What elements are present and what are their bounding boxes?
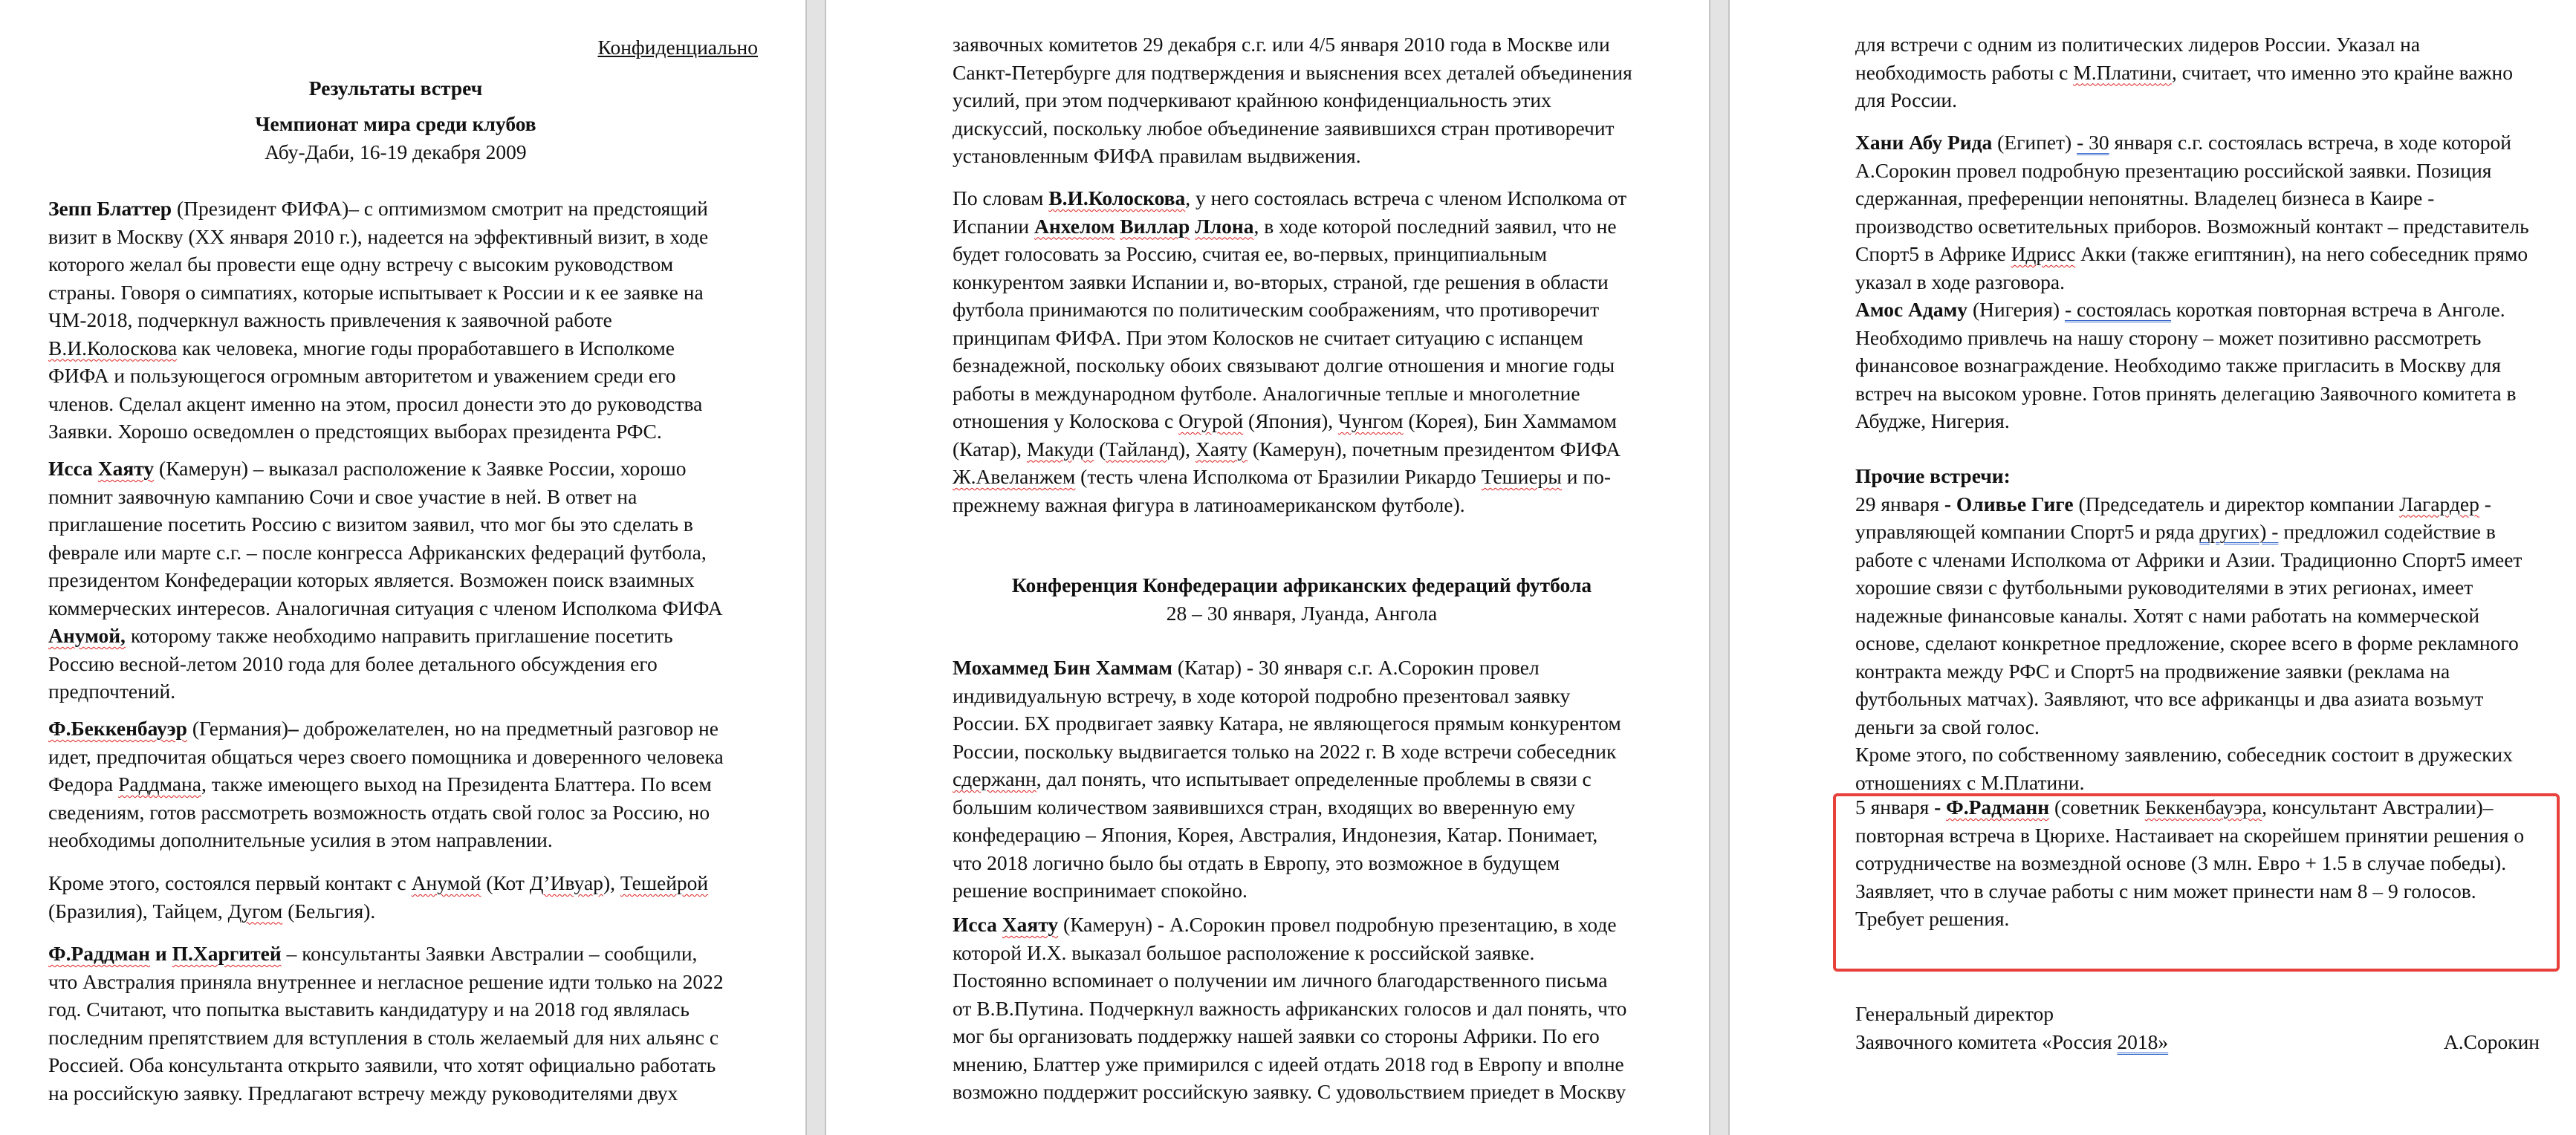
- text-line: [48, 1051, 743, 1079]
- text-run: Генеральный директор: [1855, 1002, 2054, 1025]
- spellcheck-word: Ф.Раддман: [48, 942, 151, 965]
- text-run: Заявляет, что в случае работы с ним может принести нам 8 – 9 голосов.: [1855, 879, 2476, 903]
- text-block: [953, 654, 1651, 905]
- text-run: Акки (также египтянин), на него собеседник прямо: [2075, 242, 2528, 265]
- text-line: [48, 1079, 743, 1108]
- text-line: [1855, 30, 2539, 59]
- page-gutter: [805, 0, 826, 1135]
- text-run: установленным ФИФА правилам выдвижения.: [953, 144, 1361, 167]
- text-run: от В.В.Путина. Подчеркнул важность африканских голосов и дал понять, что: [953, 996, 1627, 1020]
- text-run: Испании: [953, 214, 1035, 238]
- text-run: идет, предпочитая общаться через своего помощника и доверенного человека: [48, 744, 724, 768]
- text-run: России, поскольку выдвигается только на 2022 г. В ходе встречи собеседник: [953, 739, 1617, 763]
- text-run: для встречи с одним из политических лидеров России. Указал на: [1855, 33, 2421, 56]
- spellcheck-word: М.Платини: [1981, 770, 2080, 794]
- text-line: [48, 677, 743, 706]
- text-run: Требует решения.: [1855, 907, 2010, 930]
- text-run: год. Считают, что попытка выставить кандидатуру и на 2018 год являлась: [48, 998, 690, 1021]
- text-run: А.Сорокин провел подробную презентацию российской заявки. Позиция: [1855, 158, 2492, 182]
- text-block: [48, 715, 743, 854]
- text-run: 5 января: [1855, 796, 1935, 819]
- text-line: [953, 654, 1651, 682]
- document-page-2: [826, 0, 1709, 1135]
- spellcheck-word: Анхелом: [1034, 214, 1115, 238]
- text-line: [953, 268, 1651, 296]
- text-block: [1855, 30, 2539, 114]
- text-line: [1855, 573, 2539, 602]
- text-line: [1855, 407, 2539, 435]
- text-run: предпочтений.: [48, 680, 176, 703]
- text-run: (Египет): [1992, 131, 2077, 154]
- text-run: (Президент ФИФА)– с оптимизмом смотрит на предстоящий: [172, 197, 708, 220]
- text-run: дискуссий, поскольку любое объединение заявившихся стран противоречит: [953, 116, 1615, 140]
- text-run: указал в ходе разговора.: [1855, 270, 2065, 293]
- text-line: [48, 869, 743, 897]
- text-block: [1855, 462, 2539, 796]
- text-line: [48, 940, 743, 968]
- text-line: [953, 114, 1651, 143]
- text-run: помнит заявочную кампанию Сочи и свое участие в ней. В ответ на: [48, 484, 637, 508]
- text-run: конкурентом заявки Испании и, во-вторых, страной, где решения в области: [953, 270, 1609, 293]
- text-run: отношениях с: [1855, 770, 1982, 794]
- text-block: [48, 455, 743, 706]
- text-run: страны. Говоря о симпатиях, которые испытывает к России и к ее заявке на: [48, 280, 704, 304]
- text-line: [953, 184, 1651, 212]
- text-run: , консультант Австралии)–: [2262, 796, 2494, 819]
- text-run: Россию весной-летом 2010 года для более детального обсуждения его: [48, 651, 658, 675]
- text-line: [953, 966, 1651, 995]
- spellcheck-word: Тешиеры: [1481, 465, 1562, 488]
- text-run: контракта между РФС и Спорт5 на продвижение заявки (реклама на: [1855, 659, 2450, 683]
- text-line: [48, 622, 743, 650]
- text-run: января с.г. состоялась встреча, в ходе которой: [2109, 131, 2511, 154]
- text-line: [953, 142, 1651, 170]
- text-line: [1855, 240, 2539, 268]
- text-line: [48, 74, 743, 103]
- text-line: [953, 86, 1651, 114]
- text-line: [1855, 59, 2539, 87]
- text-line: [1855, 212, 2539, 241]
- spellcheck-word: Огурой: [1178, 409, 1244, 432]
- text-line: [1855, 741, 2539, 769]
- text-line: [953, 793, 1651, 822]
- text-line: [953, 351, 1651, 380]
- text-run: (Камерун) - А.Сорокин провел подробную презентацию, в ходе: [1058, 913, 1617, 936]
- text-run: (Нигерия): [1967, 298, 2065, 321]
- spellcheck-word: Беккенбауэра: [2144, 796, 2262, 819]
- text-line: [1855, 296, 2539, 324]
- text-run: – консультанты Заявки Австралии – сообщили,: [281, 942, 698, 965]
- spellcheck-word: Тайланд: [1106, 437, 1178, 461]
- text-block: [48, 940, 743, 1107]
- text-run: -: [2479, 492, 2491, 516]
- spellcheck-word: Анумой,: [48, 624, 126, 647]
- text-line: [48, 110, 743, 138]
- grammar-flag: других) -: [2199, 520, 2279, 543]
- text-line: [48, 968, 743, 996]
- text-run: Чемпионат мира среди клубов: [255, 112, 536, 135]
- spellcheck-word: Лагардер: [2399, 492, 2479, 516]
- text-run: сдержанная, преференции непонятны. Владелец бизнеса в Каире -: [1855, 186, 2435, 209]
- text-line: [1855, 490, 2539, 518]
- text-run: большим количеством заявившихся стран, входящих во вверенную ему: [953, 795, 1575, 819]
- text-run: А.Сорокин: [2443, 1030, 2540, 1053]
- spellcheck-word: Д’Ивуар: [529, 871, 603, 894]
- text-run: , в ходе которой последний заявил, что не: [1253, 214, 1617, 238]
- text-run: .: [2079, 770, 2085, 794]
- text-run: (Катар),: [953, 437, 1027, 461]
- text-run: Абудже, Нигерия.: [1855, 409, 2010, 432]
- spellcheck-word: Анумой: [411, 871, 481, 894]
- text-run: принципам ФИФА. При этом Колосков не считает ситуацию с испанцем: [953, 325, 1583, 349]
- text-run: (Кот: [481, 871, 530, 894]
- text-block: [953, 911, 1651, 1106]
- text-run: надежные финансовые каналы. Хотят с нами работать на коммерческой: [1855, 603, 2480, 627]
- text-line: [953, 212, 1651, 241]
- text-run: (Камерун) – выказал расположение к Заявке России, хорошо: [154, 457, 687, 480]
- text-run: сотрудничестве на возмездной основе (3 млн. Евро + 1.5 в случае победы).: [1855, 851, 2507, 874]
- text-line: [48, 826, 743, 854]
- spellcheck-word: Тешейрой: [620, 871, 709, 894]
- text-line: [1855, 629, 2539, 657]
- text-run: , дал понять, что испытывает определенные проблемы в связи с: [1036, 767, 1592, 790]
- text-run: индивидуальную встречу, в ходе которой подробно презентовал заявку: [953, 683, 1571, 707]
- text-run: -: [1934, 796, 1947, 819]
- text-line: [953, 380, 1651, 408]
- text-run: - Оливье Гиге: [1944, 492, 2074, 516]
- text-block: [48, 110, 743, 166]
- spellcheck-word: Виллар: [1120, 214, 1190, 238]
- spellcheck-word: П.Харгитей: [172, 942, 282, 965]
- text-run: Конференция Конфедерации африканских федераций футбола: [1011, 573, 1592, 596]
- text-run: для России.: [1855, 88, 1958, 111]
- spellcheck-word: Хаяту: [1195, 437, 1248, 461]
- text-run: прежнему важная фигура в латиноамериканском футболе).: [953, 492, 1465, 516]
- text-line: [953, 30, 1651, 59]
- text-block: [953, 184, 1651, 518]
- text-line: [1855, 129, 2539, 157]
- text-run: футбольных матчах). Заявляют, что все африканцы и два азиата возьмут: [1855, 687, 2484, 710]
- text-line: [1855, 86, 2539, 114]
- spellcheck-word: Ж.Авеланжем: [953, 465, 1076, 488]
- text-line: [953, 877, 1651, 905]
- spellcheck-word: М.Платини: [2073, 60, 2172, 84]
- text-line: [1855, 849, 2539, 877]
- text-block: [48, 74, 743, 103]
- text-run: членов. Сделал акцент именно на этом, просил донести это до руководства: [48, 391, 703, 415]
- grammar-flag: 2018»: [2117, 1030, 2169, 1053]
- text-line: [953, 240, 1651, 268]
- text-run: , у него состоялась встреча с членом Исполкома от: [1185, 186, 1627, 209]
- text-line: [48, 566, 743, 594]
- text-run: (Председатель и директор компании: [2073, 492, 2400, 516]
- text-line: [1855, 793, 2539, 822]
- text-run: (Катар) - 30 января с.г. А.Сорокин провел: [1172, 656, 1540, 679]
- text-line: [48, 770, 743, 799]
- text-run: (: [1094, 437, 1106, 461]
- text-run: (Корея), Бин Хаммамом: [1403, 409, 1617, 432]
- text-line: [1855, 324, 2539, 352]
- text-block: [1855, 296, 2539, 435]
- text-line: [48, 455, 743, 483]
- spellcheck-word: Ф.Беккенбауэр: [48, 717, 187, 740]
- text-run: , также имеющего выход на Президента Блаттера. По всем: [201, 773, 712, 796]
- text-line: [48, 362, 743, 390]
- text-line: [48, 650, 743, 678]
- text-run: ЧМ-2018, подчеркнул важность привлечения к заявочной работе: [48, 308, 612, 331]
- text-line: [953, 1078, 1651, 1106]
- text-line: [953, 682, 1651, 710]
- text-line: [1855, 602, 2539, 630]
- text-line: [1855, 546, 2539, 574]
- spellcheck-word: Ллона: [1195, 214, 1254, 238]
- text-run: Заявочного комитета «Россия: [1855, 1030, 2118, 1053]
- spellcheck-word: Макуди: [1026, 437, 1094, 461]
- text-block: [1855, 793, 2539, 933]
- spellcheck-word: Дугом: [227, 899, 283, 923]
- text-run: Санкт-Петербурге для подтверждения и выяснения всех деталей объединения: [953, 60, 1632, 84]
- text-run: Россией. Оба консультанта открыто заявили, что хотят официально работать: [48, 1053, 716, 1076]
- text-run: которому также необходимо направить приглашение посетить: [125, 624, 673, 647]
- text-run: основе, сделают конкретное предложение, скорее всего в форме рекламного: [1855, 631, 2519, 654]
- text-line: [1855, 905, 2539, 933]
- spellcheck-word: Хаяту: [97, 457, 155, 480]
- text-run: коммерческих интересов. Аналогичная ситуация с членом Исполкома ФИФА: [48, 596, 723, 619]
- text-run: Хани Абу Рида: [1855, 131, 1993, 154]
- text-run: мнению, Блаттер уже примирился с идеей отдать 2018 год в Европу и вполне: [953, 1052, 1624, 1076]
- text-line: [953, 463, 1651, 491]
- text-run: Спорт5 в Африке: [1855, 242, 2011, 265]
- text-run: предложил содействие в: [2278, 520, 2496, 543]
- text-run: 28 – 30 января, Луанда, Ангола: [1166, 601, 1438, 625]
- grammar-flag: - 30: [2077, 131, 2109, 154]
- text-run: возможно поддержит российскую заявку. С удовольствием приедет в Москву: [953, 1080, 1626, 1103]
- text-line: [953, 1022, 1651, 1050]
- text-run: , считает, что именно это крайне важно: [2171, 60, 2513, 84]
- text-run: Исса: [953, 913, 1002, 936]
- text-line: [953, 709, 1651, 738]
- text-run: ФИФА и пользующегося огромным авторитетом и уважением среди его: [48, 364, 676, 387]
- text-line: [953, 939, 1651, 967]
- text-line: [48, 306, 743, 334]
- text-line: [1855, 1000, 2539, 1028]
- text-block: [953, 571, 1651, 627]
- text-run: на российскую заявку. Предлагают встречу между руководителями двух: [48, 1081, 678, 1105]
- text-run: Кроме этого, состоялся первый контакт с: [48, 871, 412, 894]
- text-line: [1855, 184, 2539, 212]
- text-run: Амос Адаму: [1855, 298, 1968, 321]
- text-line: [48, 897, 743, 926]
- text-line: [1855, 769, 2539, 797]
- spellcheck-word: В.И.Колоскова: [1048, 186, 1186, 209]
- text-run: последним препятствием для вступления в столь желаемый для них альянс с: [48, 1025, 719, 1049]
- text-run: доброжелателен, но на предметный разговор не: [298, 717, 718, 740]
- text-run: 29 января: [1855, 492, 1944, 516]
- text-run: (Бразилия), Тайцем,: [48, 899, 228, 923]
- text-line: [48, 539, 743, 567]
- text-run: производство осветительных приборов. Возможный контакт – представитель: [1855, 214, 2529, 238]
- spellcheck-word: Ф.Радманн: [1946, 796, 2050, 819]
- text-run: Зепп Блаттер: [48, 197, 172, 220]
- text-run: Абу-Даби, 16-19 декабря 2009: [265, 140, 527, 163]
- spellcheck-word: Чунгом: [1338, 409, 1404, 432]
- text-line: [48, 138, 743, 166]
- text-run: ),: [1178, 437, 1195, 461]
- text-run: Результаты встреч: [308, 77, 483, 100]
- text-run: будет голосовать за Россию, считая ее, во-первых, принципиальным: [953, 242, 1547, 265]
- text-line: [2339, 1028, 2540, 1056]
- text-run: ),: [603, 871, 620, 894]
- text-line: [953, 1050, 1651, 1079]
- text-run: безнадежной, поскольку обоих связывают долгие отношения и многие годы: [953, 354, 1615, 377]
- text-line: [953, 324, 1651, 352]
- text-block: [1855, 129, 2539, 296]
- text-run: которого желал бы провести еще одну встречу с высоким руководством: [48, 253, 674, 276]
- text-run: и по-: [1561, 465, 1611, 488]
- text-run: сведениям, готов рассмотреть возможность отдать свой голос за Россию, но: [48, 800, 710, 824]
- text-run: и: [150, 942, 172, 965]
- text-line: [48, 250, 743, 279]
- text-block: [580, 33, 758, 62]
- text-line: [953, 995, 1651, 1023]
- spellcheck-word: Раддмана: [118, 773, 201, 796]
- text-line: [580, 33, 758, 62]
- text-run: –: [288, 717, 299, 740]
- text-line: [1855, 685, 2539, 713]
- text-run: работы в международном футболе. Аналогичные теплые и многолетние: [953, 381, 1580, 405]
- text-run: мог бы организовать поддержку нашей заявки со стороны Африки. По его: [953, 1024, 1600, 1047]
- text-run: усилий, при этом подчеркивают крайнюю конфиденциальность этих: [953, 88, 1551, 111]
- text-line: [1855, 877, 2539, 905]
- text-run: (Япония),: [1243, 409, 1339, 432]
- text-run: (советник: [2049, 796, 2145, 819]
- text-block: [2339, 1028, 2540, 1056]
- text-line: [953, 738, 1651, 766]
- text-line: [48, 417, 743, 446]
- text-line: [48, 510, 743, 539]
- spellcheck-word: сдержанн: [953, 767, 1036, 790]
- spellcheck-word: В.И.Колоскова: [48, 336, 178, 360]
- text-run: Заявки. Хорошо осведомлен о предстоящих выборах президента РФС.: [48, 420, 662, 443]
- text-line: [48, 483, 743, 511]
- text-line: [48, 1024, 743, 1052]
- text-run: повторная встреча в Цюрихе. Настаивает на скорейшем принятии решения о: [1855, 823, 2525, 847]
- text-run: президентом Конфедерации которых является. Возможен поиск взаимных: [48, 568, 695, 591]
- text-run: Исса: [48, 457, 98, 480]
- text-line: [48, 715, 743, 743]
- text-block: [48, 195, 743, 446]
- page-gutter: [1709, 0, 1730, 1135]
- text-line: [953, 599, 1651, 628]
- text-line: [953, 849, 1651, 877]
- text-run: решение воспринимает спокойно.: [953, 879, 1248, 902]
- text-run: отношения у Колоскова с: [953, 409, 1179, 432]
- text-run: (Германия): [186, 717, 289, 740]
- text-run: финансовое вознаграждение. Необходимо также пригласить в Москву для: [1855, 354, 2502, 377]
- text-run: приглашение посетить Россию с визитом заявил, что мог бы это сделать в: [48, 513, 693, 536]
- text-line: [48, 390, 743, 418]
- text-run: Постоянно вспоминает о получении им личного благодарственного письма: [953, 969, 1608, 992]
- text-run: которой И.Х. выказал большое расположение к российской заявке.: [953, 940, 1535, 964]
- text-run: конфедерацию – Япония, Корея, Австралия, Индонезия, Катар. Понимает,: [953, 823, 1598, 846]
- text-line: [953, 491, 1651, 519]
- text-line: [1855, 518, 2539, 546]
- text-run: визит в Москву (XX января 2010 г.), надеется на эффективный визит, в ходе: [48, 224, 709, 248]
- text-run: как человека, многие годы проработавшего в Исполкоме: [177, 336, 675, 360]
- text-line: [48, 743, 743, 771]
- text-run: заявочных комитетов 29 декабря с.г. или 4/5 января 2010 года в Москве или: [953, 33, 1610, 56]
- text-line: [1855, 380, 2539, 408]
- text-run: (Бельгия).: [282, 899, 376, 923]
- text-line: [1855, 657, 2539, 686]
- text-block: [48, 869, 743, 925]
- text-run: (Камерун), почетным президентом ФИФА: [1248, 437, 1620, 461]
- document-page-1: [0, 0, 805, 1135]
- text-run: хорошие связи с футбольными руководителями в этих регионах, имеет: [1855, 576, 2473, 599]
- text-line: [1855, 713, 2539, 741]
- text-run: управляющей компании Спорт5 и ряда: [1855, 520, 2200, 543]
- text-run: короткая повторная встреча в Анголе.: [2171, 298, 2505, 321]
- text-line: [48, 223, 743, 251]
- text-run: работе с членами Исполкома от Африки и Азии. Традиционно Спорт5 имеет: [1855, 547, 2523, 571]
- text-line: [1855, 462, 2539, 490]
- text-line: [953, 435, 1651, 464]
- text-run: необходимы дополнительные усилия в этом направлении.: [48, 828, 553, 851]
- text-line: [953, 59, 1651, 87]
- text-line: [48, 279, 743, 307]
- text-run: России. БХ продвигает заявку Катара, не являющегося прямым конкурентом: [953, 712, 1621, 735]
- text-line: [953, 911, 1651, 939]
- text-run: деньги за свой голос.: [1855, 715, 2040, 738]
- text-line: [48, 334, 743, 362]
- grammar-flag: - состоялась: [2064, 298, 2172, 321]
- text-run: феврале или марте с.г. – после конгресса Африканских федераций футбола,: [48, 540, 707, 564]
- text-run: Необходимо привлечь на нашу сторону – может позитивно рассмотреть: [1855, 325, 2482, 349]
- text-line: [48, 195, 743, 223]
- text-run: что 2018 логично было бы отдать в Европу, это возможное в будущем: [953, 851, 1560, 874]
- text-run: футбола принимаются по политическим соображениям, что противоречит: [953, 298, 1600, 321]
- text-run: Федора: [48, 773, 119, 796]
- text-run: (тесть члена Исполкома от Бразилии Рикардо: [1075, 465, 1482, 488]
- text-line: [48, 799, 743, 827]
- text-line: [953, 765, 1651, 793]
- text-line: [953, 571, 1651, 599]
- text-run: что Австралия приняла внутреннее и негласное решение идти только на 2022: [48, 969, 724, 993]
- text-run: Прочие встречи:: [1855, 464, 2011, 487]
- text-run: Конфиденциально: [597, 36, 758, 59]
- text-line: [1855, 157, 2539, 185]
- text-run: Кроме этого, по собственному заявлению, собеседник состоит в дружеских: [1855, 743, 2513, 766]
- spellcheck-word: Хаяту: [1002, 913, 1059, 936]
- text-run: По словам: [953, 186, 1049, 209]
- text-block: [953, 30, 1651, 170]
- text-line: [953, 296, 1651, 324]
- text-line: [953, 407, 1651, 435]
- text-run: встреч на высоком уровне. Готов принять делегацию Заявочного комитета в: [1855, 381, 2517, 405]
- text-line: [953, 821, 1651, 849]
- text-line: [48, 594, 743, 622]
- text-line: [1855, 268, 2539, 296]
- text-line: [1855, 822, 2539, 850]
- text-line: [1855, 351, 2539, 380]
- text-run: необходимость работы с: [1855, 60, 2074, 84]
- document-page-3: [1730, 0, 2576, 1135]
- spellcheck-word: Идрисс: [2011, 242, 2076, 265]
- text-line: [48, 995, 743, 1024]
- text-run: Мохаммед Бин Хаммам: [953, 656, 1173, 679]
